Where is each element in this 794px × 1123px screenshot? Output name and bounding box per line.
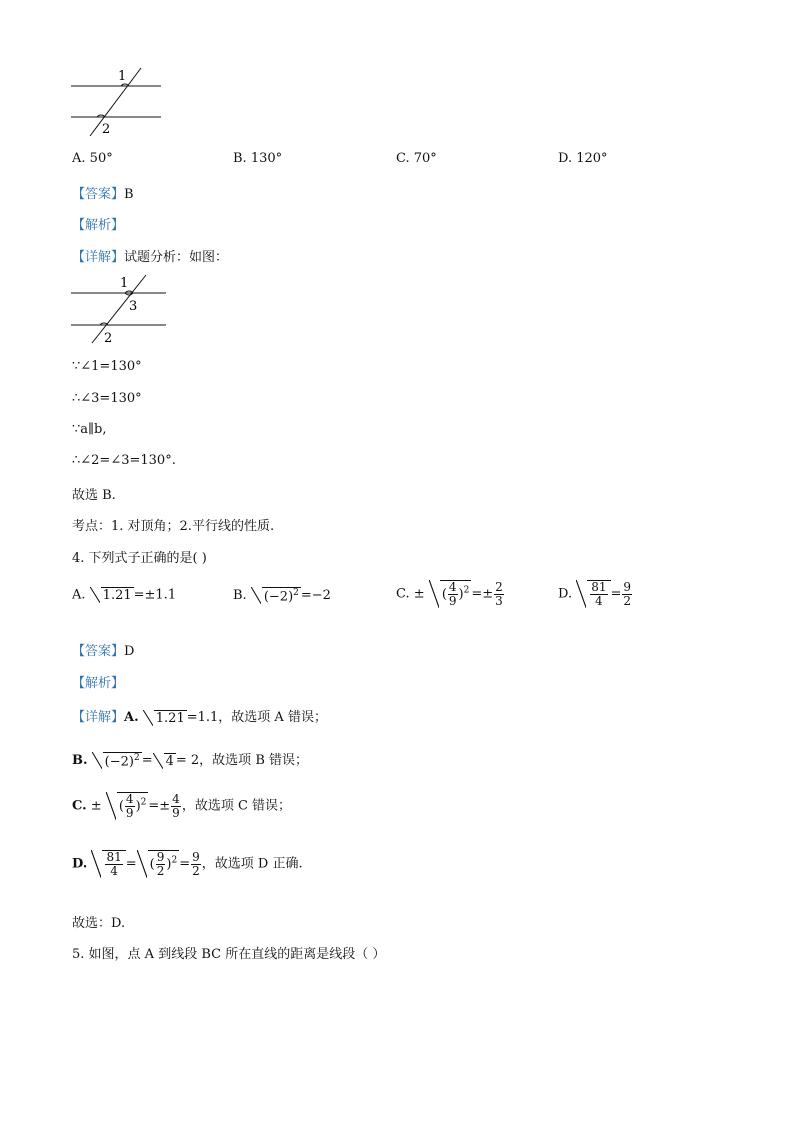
q4-stem: 4. 下列式子正确的是( ) [72, 551, 207, 566]
q4-answer: 【答案】D [72, 644, 135, 659]
q4-detail-b: B. $(-2)^2 = 4 = 2$，故选项 B 错误； [72, 752, 309, 770]
option-d: D. 120° [558, 151, 608, 166]
q4-detail-d: D. $\frac{81}{4}$ = ( $\frac{9}{2}$ )$^2$ = $\frac{9}{2}$ ，故选项 D 正确. [72, 849, 303, 878]
detail-line: 【详解】试题分析：如图： [72, 250, 229, 265]
q4-option-a: A. 1.21 =±1.1 [72, 587, 177, 603]
q4-option-d: D. $\frac{81}{4}$ = $\frac{9}{2}$ [558, 579, 632, 608]
q4-analysis-label: 【解析】 [72, 676, 125, 691]
angle-2-label: 2 [104, 331, 113, 346]
q4-option-b: B. $(-2)^2 =-2$ [233, 588, 331, 605]
option-c: C. 70° [396, 151, 437, 166]
angle-2-label: 2 [102, 122, 111, 137]
step-2: ∴∠3=130° [72, 391, 142, 406]
q5-stem: 5. 如图，点 A 到线段 BC 所在直线的距离是线段（ ） [72, 947, 386, 962]
option-b: B. 130° [233, 151, 283, 166]
q4-detail-a: 【详解】A. 1.21 =1.1，故选项 A 错误； [72, 710, 327, 726]
angle-1-label: 1 [120, 276, 129, 291]
angle-3-label: 3 [129, 299, 138, 314]
kaodian: 考点：1. 对顶角；2.平行线的性质. [72, 519, 275, 534]
conclusion: 故选 B. [72, 488, 116, 503]
angle-1-label: 1 [118, 69, 127, 84]
parallel-lines-figure [66, 64, 166, 139]
answer-line: 【答案】B [72, 187, 134, 202]
step-3: ∵a∥b, [72, 422, 107, 437]
q4-conclusion: 故选：D. [72, 916, 126, 931]
option-a: A. 50° [72, 151, 113, 166]
q4-option-c: C. ± ( $\frac{4}{9}$ )$^2$ =± $\frac{2}{3}$ [396, 579, 503, 608]
step-4: ∴∠2=∠3=130°. [72, 453, 176, 468]
parallel-lines-detail-figure [66, 271, 171, 346]
step-1: ∵∠1=130° [72, 359, 142, 374]
q4-detail-c: C. ± ( $\frac{4}{9}$ )$^2$ =± $\frac{4}{9}$ ，故选项 C 错误； [72, 791, 292, 820]
analysis-label: 【解析】 [72, 218, 125, 233]
